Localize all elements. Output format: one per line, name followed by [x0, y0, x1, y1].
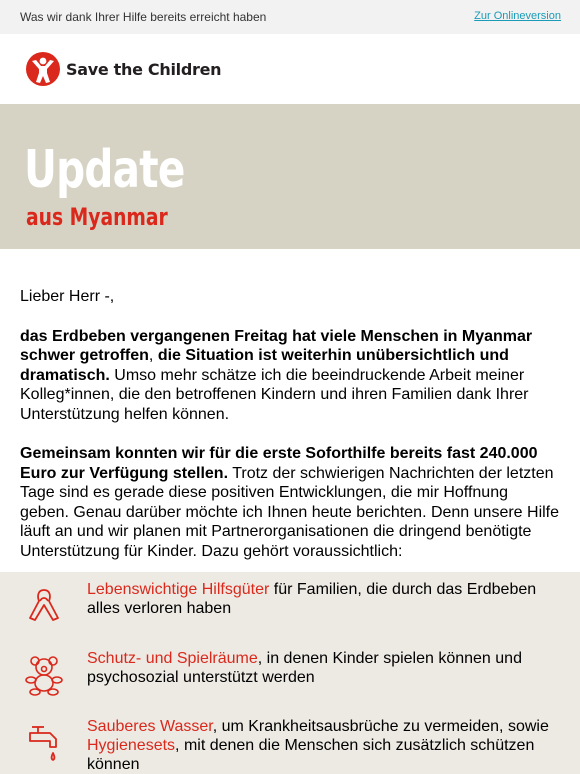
hero-subtitle: aus Myanmar [26, 203, 168, 231]
paragraph-1 [20, 327, 560, 425]
benefit-highlight-2: Hygienesets [87, 737, 176, 754]
hero-title: Update [24, 140, 185, 200]
benefit-text [87, 649, 557, 687]
logo-header [0, 34, 580, 104]
benefit-desc-2: , mit denen die Menschen sich zusätzlich schützen können [87, 737, 535, 773]
greeting: Lieber Herr -, [20, 288, 115, 305]
benefit-desc: für Familien, die durch das Erdbeben alles verloren haben [87, 581, 537, 617]
ribbon-icon [22, 584, 66, 628]
benefits-list [0, 572, 580, 774]
benefit-desc: , in denen Kinder spielen können und psychosozial unterstützt werden [87, 650, 522, 686]
letter-body [0, 287, 580, 561]
teddy-bear-icon [22, 653, 66, 697]
p1-comma: , [148, 347, 158, 364]
benefit-highlight: Lebenswichtige Hilfsgüter [87, 581, 270, 598]
p1-bold-b: die Situation ist weiterhin unübersichtlich und dramatisch. [20, 347, 509, 384]
preheader-text: Was wir dank Ihrer Hilfe bereits erreicht haben [20, 10, 267, 24]
hero-banner [0, 104, 580, 249]
online-version-link[interactable]: Zur Onlineversion [474, 10, 561, 22]
benefit-text [87, 717, 557, 774]
p1-rest: Umso mehr schätze ich die beeindruckende Arbeit meiner Kolleg*innen, die den betroffenen Kindern und ihren Familien dank Ihrer Unterstützung helfen können. [20, 366, 529, 423]
benefit-text [87, 580, 557, 618]
preheader-bar [0, 0, 580, 34]
benefit-highlight: Schutz- und Spielräume [87, 650, 258, 667]
water-tap-icon [22, 723, 66, 767]
benefit-highlight: Sauberes Wasser [87, 718, 213, 735]
save-the-children-logo-icon[interactable] [26, 52, 60, 86]
p1-bold-a: das Erdbeben vergangenen Freitag hat viele Menschen in Myanmar schwer getroffen [20, 327, 533, 364]
p2-rest: Trotz der schwierigen Nachrichten der letzten Tage sind es gerade diese positiven Entwicklungen, die mir Hoffnung geben. Genau darüber möchte ich Ihnen heute berichten. Denn unsere Hilfe läuft an und wir planen mit Partnerorganisationen die dringend benötigte Unterstützung für Kinder. Dazu gehört voraussichtlich: [20, 464, 560, 560]
paragraph-2 [20, 444, 560, 561]
benefit-desc: , um Krankheitsausbrüche zu vermeiden, sowie [212, 718, 549, 735]
p2-bold: Gemeinsam konnten wir für die erste Soforthilfe bereits fast 240.000 Euro zur Verfügung stellen. [20, 445, 538, 482]
brand-name: Save the Children [66, 59, 222, 79]
